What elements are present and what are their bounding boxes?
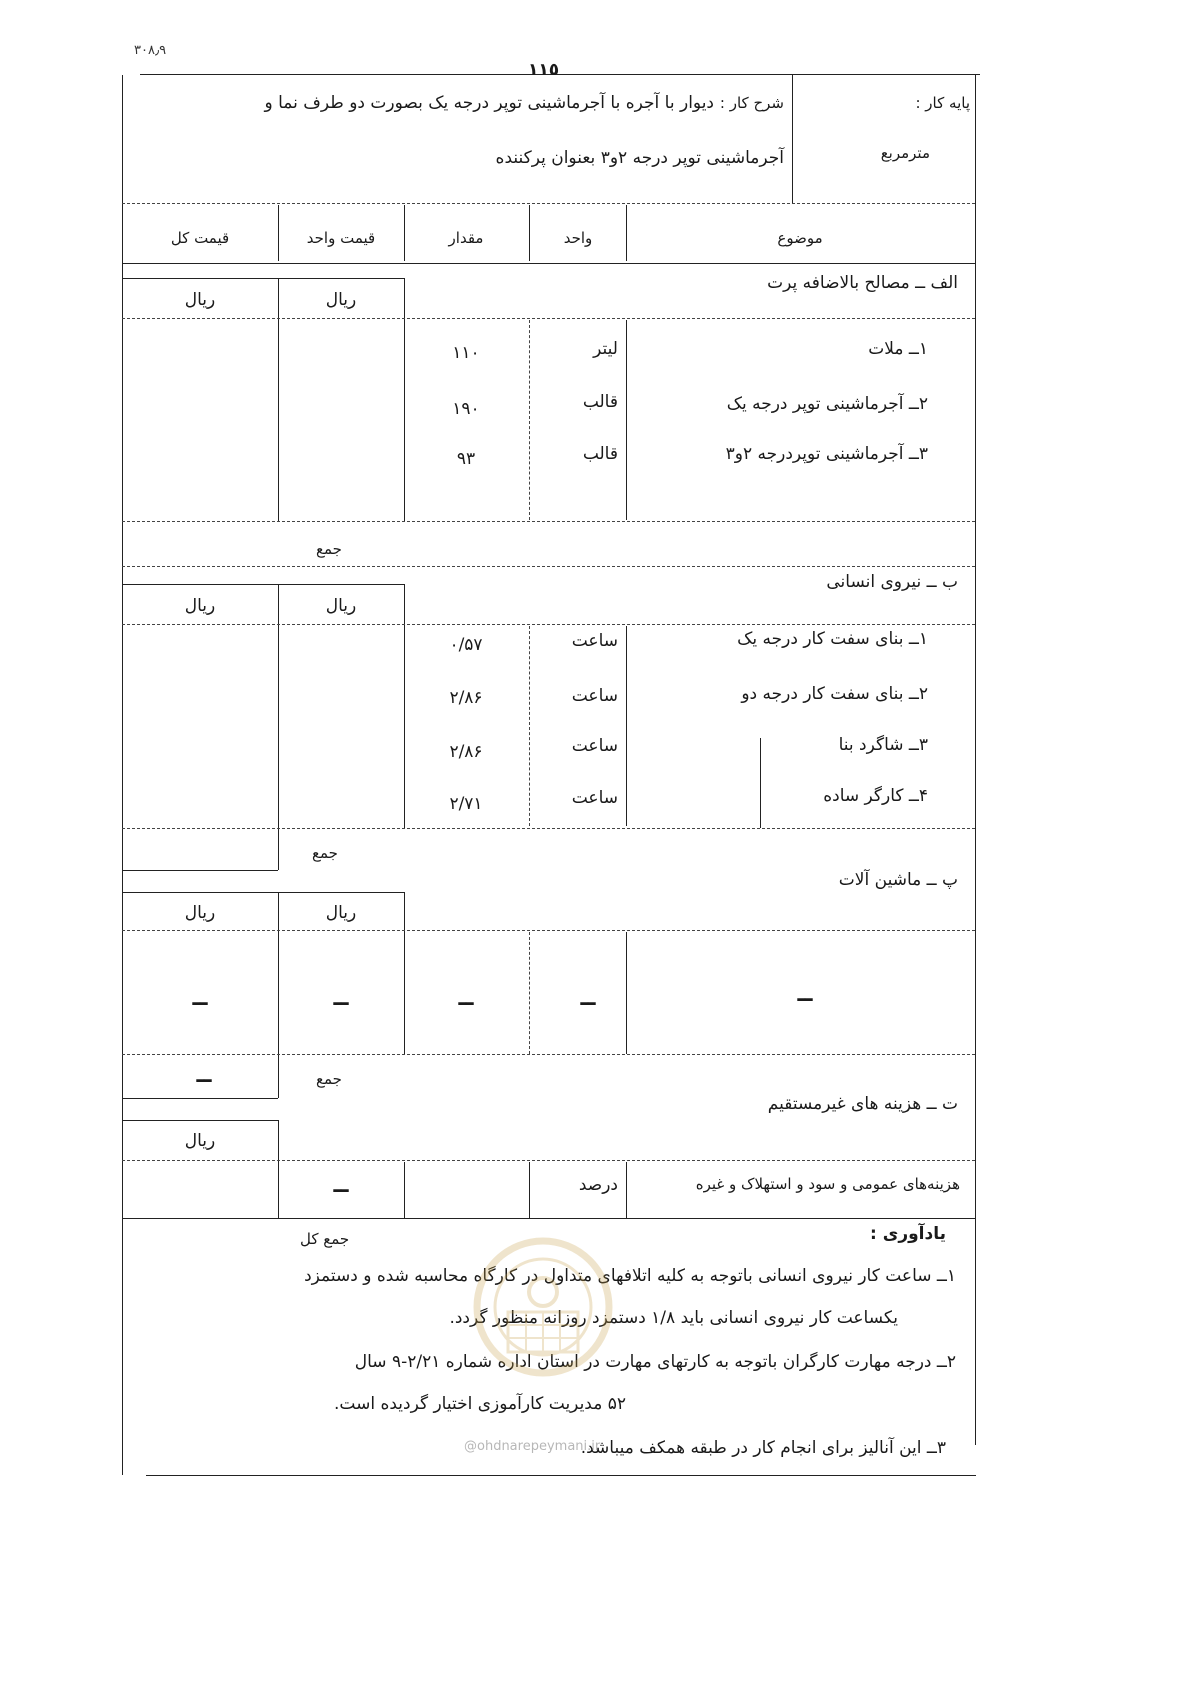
material-item-1-qty: ۱۱۰ <box>452 343 480 363</box>
columns-bottom-rule <box>122 263 975 264</box>
machinery-price-box-mid <box>404 892 405 1054</box>
note-line-1: ۱ــ ساعت کار نیروی انسانی باتوجه به کلیه اتلافهای متداول در کارگاه محاسبه شده و دستمزد <box>304 1266 956 1286</box>
labor-item-3-qty: ۲/۸۶ <box>449 742 483 762</box>
material-item-2-desc: ۲ــ آجرماشینی توپر درجه یک <box>726 394 928 414</box>
machinery-currency-total: ریال <box>184 903 216 923</box>
indirect-price-box-left <box>278 1120 279 1218</box>
col-sep-1 <box>278 205 279 261</box>
labor-item-4-unit: ساعت <box>571 788 618 808</box>
indirect-total-price: ــ <box>333 1173 349 1198</box>
col-sep-3 <box>529 205 530 261</box>
material-item-3-qty: ۹۳ <box>456 449 476 469</box>
header-divider <box>792 75 793 203</box>
materials-sep-unit <box>626 320 627 520</box>
grand-total-label: جمع کل <box>300 1230 350 1248</box>
labor-bottom-rule <box>122 828 975 829</box>
labor-item-2-desc: ۲ــ بنای سفت کار درجه دو <box>741 684 928 704</box>
ref-code: ٣٠٨٫٩ <box>134 43 167 58</box>
labor-sep-qty <box>529 626 530 826</box>
note-line-5: ۳ــ این آنالیز برای انجام کار در طبقه همکف میباشد. <box>580 1438 946 1458</box>
materials-currency-rule <box>122 318 975 319</box>
left-border <box>122 75 123 1475</box>
materials-sum-label: جمع <box>316 540 342 558</box>
machinery-sep-qty <box>529 932 530 1054</box>
labor-item-2-unit: ساعت <box>571 686 618 706</box>
indirect-sep-unit-price <box>404 1162 405 1218</box>
page-bottom-rule <box>146 1475 976 1476</box>
material-item-3-desc: ۳ــ آجرماشینی توپردرجه ۲و۳ <box>725 444 928 464</box>
note-line-3: ۲ــ درجه مهارت کارگران باتوجه به کارتهای مهارت در استان اداره شماره ۲/۲۱-۹ سال <box>354 1352 956 1372</box>
indirect-price-box-top <box>122 1120 278 1121</box>
section-machinery-title: پ ــ ماشین آلات <box>838 870 958 890</box>
col-sep-4 <box>626 205 627 261</box>
machinery-price-box-top <box>122 892 404 893</box>
labor-sep-desc <box>760 738 761 828</box>
material-item-2-qty: ۱۹۰ <box>452 399 480 419</box>
machinery-price-box-left <box>278 892 279 1098</box>
machinery-unit: ــ <box>580 986 596 1011</box>
col-header-description: موضوع <box>777 229 823 247</box>
labor-currency-unit: ریال <box>325 596 357 616</box>
labor-item-2-qty: ۲/۸۶ <box>449 688 483 708</box>
material-item-2-unit: قالب <box>582 392 618 412</box>
note-line-4: ۵۲ مدیریت کارآموزی اختیار گردیده است. <box>333 1394 626 1414</box>
labor-price-box-top <box>122 584 404 585</box>
section-indirect-title: ت ــ هزینه های غیرمستقیم <box>767 1094 958 1114</box>
note-line-2: یکساعت کار نیروی انسانی باید ۱/۸ دستمزد روزانه منظور گردد. <box>449 1308 898 1328</box>
page-number: ١١٥ <box>528 60 560 80</box>
col-header-quantity: مقدار <box>448 229 484 247</box>
material-item-1-desc: ۱ــ ملات <box>868 339 928 359</box>
machinery-sum-value: ــ <box>196 1063 212 1088</box>
machinery-currency-rule <box>122 930 975 931</box>
indirect-unit: درصد <box>578 1175 618 1195</box>
materials-currency-total: ریال <box>184 290 216 310</box>
col-header-unit: واحد <box>563 229 593 247</box>
labor-sum-rule <box>122 870 278 871</box>
labor-item-4-desc: ۴ــ کارگر ساده <box>823 786 928 806</box>
machinery-sum-label: جمع <box>316 1070 342 1088</box>
labor-currency-total: ریال <box>184 596 216 616</box>
machinery-sep-unit <box>626 932 627 1054</box>
subject-label: شرح کار : <box>719 94 784 112</box>
machinery-sum-rule <box>122 1098 278 1099</box>
col-header-total-price: قیمت کل <box>170 229 230 247</box>
labor-sep-unit <box>626 626 627 826</box>
notes-title: یادآوری : <box>870 1224 946 1244</box>
machinery-qty: ــ <box>458 986 474 1011</box>
base-label: پایه کار : <box>915 94 970 112</box>
machinery-bottom-rule <box>122 1054 975 1055</box>
materials-sum-rule <box>122 566 975 567</box>
materials-currency-unit: ریال <box>325 290 357 310</box>
labor-item-3-unit: ساعت <box>571 736 618 756</box>
labor-item-3-desc: ۳ــ شاگرد بنا <box>838 735 928 755</box>
machinery-unit-price: ــ <box>333 986 349 1011</box>
header-bottom-rule <box>122 203 975 204</box>
machinery-currency-unit: ریال <box>325 903 357 923</box>
indirect-sep-qty <box>529 1162 530 1218</box>
machinery-total-price: ــ <box>192 986 208 1011</box>
watermark-seal-icon <box>468 1232 618 1382</box>
material-item-1-unit: لیتر <box>593 339 618 359</box>
materials-price-box-top <box>122 278 404 279</box>
labor-currency-rule <box>122 624 975 625</box>
labor-item-1-desc: ۱ــ بنای سفت کار درجه یک <box>737 629 928 649</box>
right-border <box>975 75 976 1445</box>
indirect-currency-total: ریال <box>184 1131 216 1151</box>
labor-sum-label: جمع <box>312 844 338 862</box>
col-header-unit-price: قیمت واحد <box>306 229 376 247</box>
labor-item-1-qty: ۰/۵۷ <box>449 635 483 655</box>
section-materials-title: الف ــ مصالح بالاضافه پرت <box>767 273 958 293</box>
subject-line-1: دیوار با آجره با آجرماشینی توپر درجه یک بصورت دو طرف نما و <box>264 93 714 113</box>
indirect-sep-unit <box>626 1162 627 1218</box>
section-labor-title: ب ــ نیروی انسانی <box>826 572 958 592</box>
materials-price-box-mid <box>404 278 405 522</box>
labor-item-1-unit: ساعت <box>571 631 618 651</box>
labor-price-box-mid <box>404 584 405 828</box>
unit-label: مترمربع <box>880 144 930 162</box>
indirect-bottom-rule <box>122 1218 975 1219</box>
material-item-3-unit: قالب <box>582 444 618 464</box>
subject-line-2: آجرماشینی توپر درجه ۲و۳ بعنوان پرکننده <box>495 148 784 168</box>
indirect-desc: هزینه‌های عمومی و سود و استهلاک و غیره <box>695 1175 960 1193</box>
indirect-currency-rule <box>122 1160 975 1161</box>
machinery-desc: ــ <box>797 982 813 1007</box>
materials-bottom-rule <box>122 521 975 522</box>
top-rule <box>140 74 980 75</box>
col-sep-2 <box>404 205 405 261</box>
labor-item-4-qty: ۲/۷۱ <box>449 794 483 814</box>
watermark-text: @ohdnarepeymani.ir <box>464 1439 601 1454</box>
materials-price-box-left <box>278 278 279 522</box>
materials-sep-qty <box>529 320 530 520</box>
